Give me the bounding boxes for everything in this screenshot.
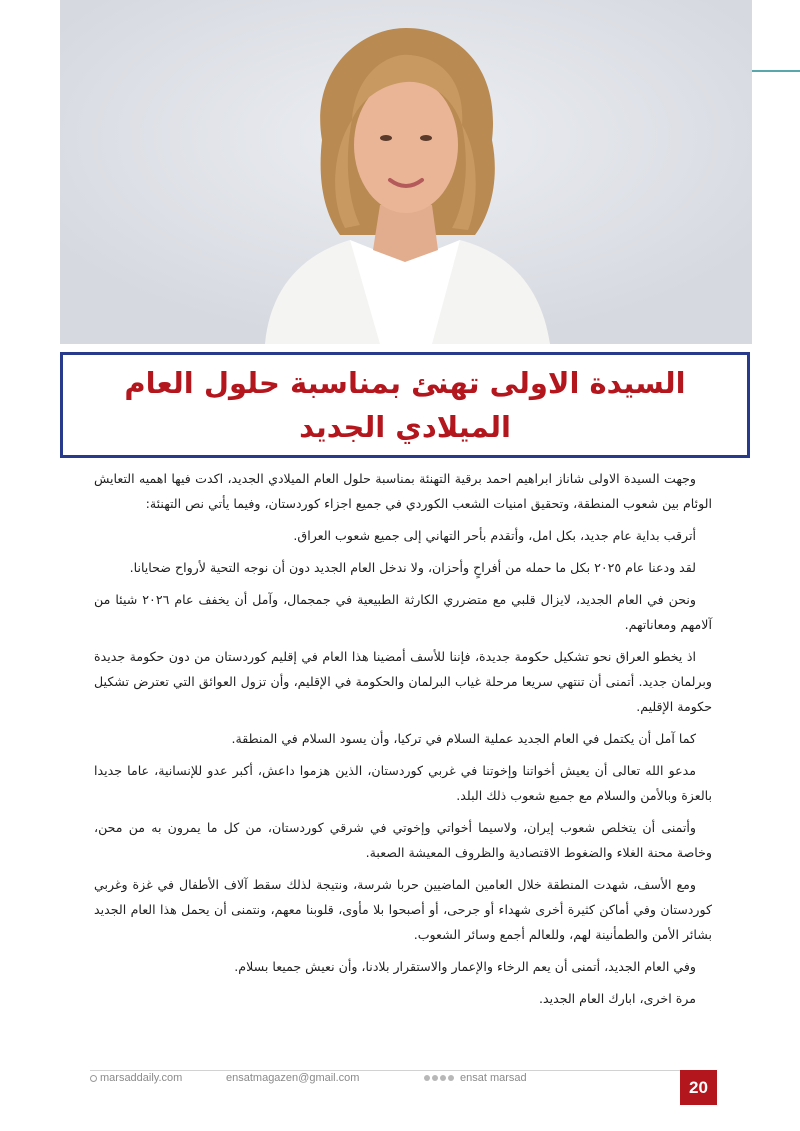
article-paragraph: وأتمنى أن يتخلص شعوب إيران، ولاسيما أخواتي وإخوتي في شرقي كوردستان، من كل ما يمرون به من محن، وخاصة محنة الغلاء والضغوط الاقتصادية والظروف المعيشة الصعبة. — [94, 820, 712, 860]
footer-website-text: marsaddaily.com — [100, 1072, 183, 1084]
article-paragraph: ونحن في العام الجديد، لايزال قلبي مع متضرري الكارثة الطبيعية في جمجمال، وآمل أن يخفف عام ٢٠٢٦ شيئا من آلامهم ومعاناتهم. — [94, 592, 712, 632]
footer-website[interactable] — [90, 1072, 182, 1084]
article-paragraph: وجهت السيدة الاولى شاناز ابراهيم احمد برقية التهنئة بمناسبة حلول العام الميلادي الجديد، اكدت فيها اهميه التعايش الوئام بين شعوب المنطقة، وتحقيق امنيات الشعب الكوردي في جميع اجزاء كوردستان، وفيما يأتي نص التهنئة: — [94, 471, 712, 511]
article-paragraph: لقد ودعنا عام ٢٠٢٥ بكل ما حمله من أفراحٍ وأحزان، ولا ندخل العام الجديد دون أن نوجه التحية لأرواح ضحايانا. — [129, 560, 696, 575]
article-body — [94, 466, 712, 1018]
article-paragraph: ومع الأسف، شهدت المنطقة خلال العامين الماضيين حربا شرسة، ونتيجة لذلك سقط آلاف الأطفال في غزة وغربي كوردستان وفي أماكن كثيرة أخرى شهداء أو جرحى، أو أصبحوا بلا مأوى، قلوبنا معهم، ونتمنى أن يحمل هذا العام الجديد بشائر الأمن والطمأنينة لهم، وللعالم أجمع وسائر الشعوب. — [94, 877, 712, 942]
social-media-icons — [424, 1072, 456, 1084]
headline-line-1: السيدة الاولى تهنئ بمناسبة حلول العام — [124, 366, 686, 400]
headline-line-2: الميلادي الجديد — [299, 410, 511, 444]
footer-social[interactable] — [424, 1072, 527, 1084]
article-paragraph: اذ يخطو العراق نحو تشكيل حكومة جديدة، فإننا للأسف أمضينا هذا العام في إقليم كوردستان من دون حكومة جديدة وبرلمان جديد. أتمنى أن تنتهي سريعا مرحلة غياب البرلمان والحكومة في الإقليم، وأن تزول العوائق التي تعترض تشكيل حكومة الإقليم. — [94, 649, 712, 714]
page-number: 20 — [680, 1070, 717, 1105]
portrait-photo — [60, 0, 752, 344]
footer-email[interactable]: ensatmagazen@gmail.com — [226, 1072, 360, 1084]
article-paragraph: أترقب بداية عام جديد، بكل امل، وأتقدم بأحر التهاني إلى جميع شعوب العراق. — [293, 528, 696, 543]
accent-rule — [752, 70, 800, 72]
portrait-illustration — [60, 0, 752, 344]
article-paragraph: كما آمل أن يكتمل في العام الجديد عملية السلام في تركيا، وأن يسود السلام في المنطقة. — [231, 731, 696, 746]
article-paragraph: مدعو الله تعالى أن يعيش أخواتنا وإخوتنا في غربي كوردستان، الذين هزموا داعش، أكبر عدو للإنسانية، عاما جديدا بالعزة وبالأمن والسلام مع جميع شعوب ذلك البلد. — [94, 763, 712, 803]
headline-box — [60, 352, 750, 458]
globe-icon — [90, 1075, 97, 1082]
footer-divider — [90, 1070, 680, 1071]
footer-social-text: ensat marsad — [460, 1072, 527, 1084]
article-paragraph: وفي العام الجديد، أتمنى أن يعم الرخاء والإعمار والاستقرار بلادنا، وأن نعيش جميعا بسلام. — [234, 959, 696, 974]
article-paragraph: مرة اخرى، ابارك العام الجديد. — [538, 991, 696, 1006]
